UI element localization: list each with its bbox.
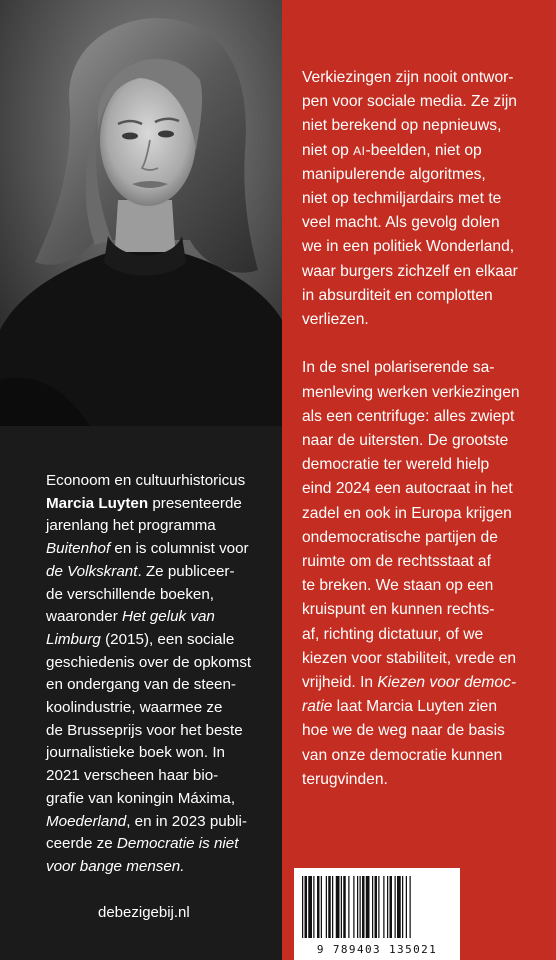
bio-line: voor bange mensen.: [46, 857, 185, 875]
blurb-line: niet berekend op nepnieuws,: [302, 117, 502, 135]
barcode: [294, 868, 460, 960]
bio-line: ceerde ze Democratie is niet: [46, 835, 239, 853]
blurb-line: ratie laat Marcia Luyten zien: [302, 698, 498, 716]
blurb-line: niet op techmiljardairs met te: [302, 190, 502, 208]
bio-line: jarenlang het programma: [46, 517, 216, 535]
bio-line: Marcia Luyten presenteerde: [46, 494, 242, 512]
barcode-bars: [300, 876, 454, 938]
blurb-line: veel macht. Als gevolg dolen: [302, 214, 500, 232]
author-photo: [0, 0, 282, 426]
bio-line: Buitenhof en is columnist voor: [46, 540, 249, 558]
bio-line: en ondergang van de steen-: [46, 676, 236, 694]
blurb-line: eind 2024 een autocraat in het: [302, 480, 513, 498]
bio-line: koolindustrie, waarmee ze: [46, 699, 223, 717]
author-name: Marcia Luyten: [46, 494, 149, 512]
bio-line: grafie van koningin Máxima,: [46, 789, 236, 807]
publisher-url[interactable]: debezigebij.nl: [98, 904, 190, 921]
blurb-line: In de snel polariserende sa-: [302, 359, 495, 377]
blurb-line: Verkiezingen zijn nooit ontwor-: [302, 69, 514, 86]
bio-line: Limburg (2015), een sociale: [46, 630, 235, 648]
blurb-line: ondemocratische partijen de: [302, 528, 498, 546]
bio-line: waaronder Het geluk van: [46, 608, 215, 626]
paragraph-gap: [302, 332, 550, 356]
bio-line: 2021 verscheen haar bio-: [46, 767, 219, 785]
blurb-line: van onze democratie kunnen: [302, 746, 503, 764]
bio-line: geschiedenis over de opkomst: [46, 653, 252, 671]
book-title: Kiezen voor democ-: [377, 674, 517, 692]
blurb-line: manipulerende algoritmes,: [302, 165, 486, 183]
bio-line: de Brusseprijs voor het beste: [46, 721, 243, 739]
blurb-line: zadel en ook in Europa krijgen: [302, 504, 512, 522]
blurb-line: kiezen voor stabiliteit, vrede en: [302, 649, 517, 667]
isbn-number: 9 789403 135021: [316, 943, 438, 956]
bio-line: journalistieke boek won. In: [46, 744, 225, 762]
bio-line: Moederland, en in 2023 publi-: [46, 812, 247, 830]
blurb-line: democratie ter wereld hielp: [302, 456, 490, 474]
blurb-line: menleving werken verkiezingen: [302, 383, 520, 401]
blurb-line: hoe we de weg naar de basis: [302, 722, 505, 740]
book-blurb: [302, 66, 550, 792]
blurb-line: als een centrifuge: alles zwiept: [302, 407, 515, 425]
blurb-line: ruimte om de rechtsstaat af: [302, 553, 491, 571]
blurb-line: waar burgers zichzelf en elkaar: [302, 262, 518, 280]
blurb-line: te breken. We staan op een: [302, 577, 494, 595]
blurb-line: we in een politiek Wonderland,: [302, 238, 515, 256]
blurb-line: in absurditeit en complotten: [302, 286, 493, 304]
blurb-line: terugvinden.: [302, 770, 388, 788]
blurb-line: kruispunt en kunnen rechts-: [302, 601, 495, 619]
bio-line: Econoom en cultuurhistoricus: [46, 472, 246, 489]
blurb-line: naar de uitersten. De grootste: [302, 432, 509, 450]
blurb-line: verliezen.: [302, 311, 369, 329]
blurb-line: vrijheid. In Kiezen voor democ-: [302, 674, 517, 692]
bio-line: de Volkskrant. Ze publiceer-: [46, 562, 235, 580]
blurb-line: pen voor sociale media. Ze zijn: [302, 93, 517, 111]
blurb-line: af, richting dictatuur, of we: [302, 625, 484, 643]
blurb-line: niet op AI-beelden, niet op: [302, 141, 482, 159]
bio-line: de verschillende boeken,: [46, 585, 215, 603]
author-bio: [46, 470, 268, 879]
